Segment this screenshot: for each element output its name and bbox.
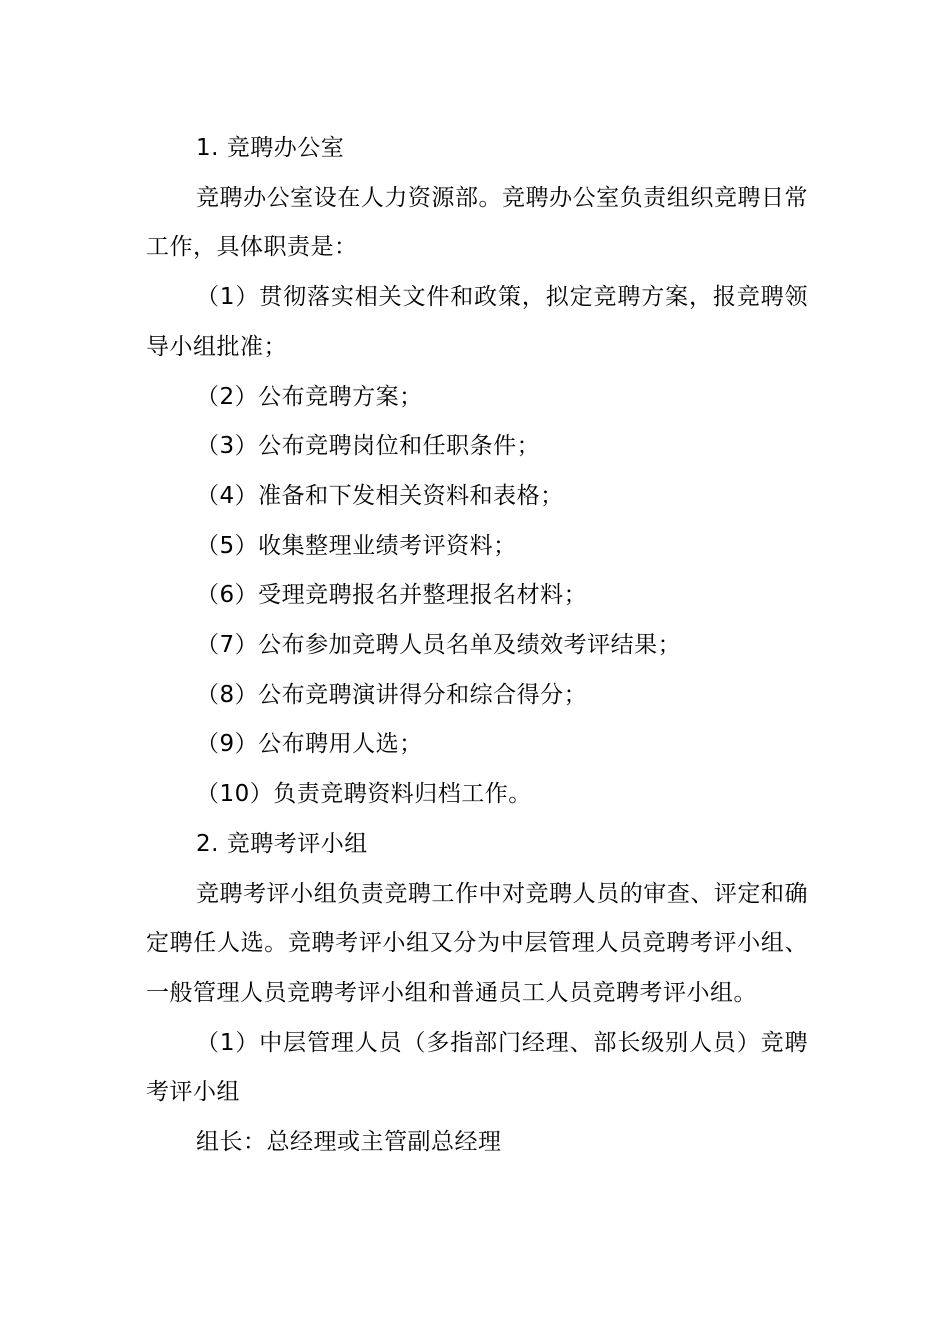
paragraph-group-leader: 组长：总经理或主管副总经理 xyxy=(196,1129,502,1156)
section-heading-evaluation-group: 2. 竞聘考评小组 xyxy=(196,830,368,857)
paragraph-evaluation-intro: 竞聘考评小组负责竞聘工作中对竞聘人员的审查、评定和确定聘任人选。竞聘考评小组又分为中层管理人员竞聘考评小组、一般管理人员竞聘考评小组和普通员工人员竞聘考评小组。 xyxy=(146,880,808,1006)
document-body xyxy=(146,124,808,1168)
list-item-duty-9: （9）公布聘用人选； xyxy=(196,731,423,758)
list-item-duty-8: （8）公布竞聘演讲得分和综合得分； xyxy=(196,681,588,708)
subsection-heading-middle-management: （1）中层管理人员（多指部门经理、部长级别人员）竞聘考评小组 xyxy=(146,1029,808,1106)
list-item-duty-1: （1）贯彻落实相关文件和政策，拟定竞聘方案，报竞聘领导小组批准； xyxy=(146,284,808,360)
list-item-duty-2: （2）公布竞聘方案； xyxy=(196,383,423,410)
paragraph-office-intro: 竞聘办公室设在人力资源部。竞聘办公室负责组织竞聘日常工作，具体职责是： xyxy=(146,184,808,261)
list-item-duty-6: （6）受理竞聘报名并整理报名材料； xyxy=(196,582,588,609)
list-item-duty-5: （5）收集整理业绩考评资料； xyxy=(196,532,517,559)
list-item-duty-7: （7）公布参加竞聘人员名单及绩效考评结果； xyxy=(196,632,682,659)
list-item-duty-10: （10）负责竞聘资料归档工作。 xyxy=(196,781,532,808)
section-heading-office: 1. 竞聘办公室 xyxy=(196,135,345,161)
list-item-duty-3: （3）公布竞聘岗位和任职条件； xyxy=(196,433,541,460)
list-item-duty-4: （4）准备和下发相关资料和表格； xyxy=(196,482,564,509)
